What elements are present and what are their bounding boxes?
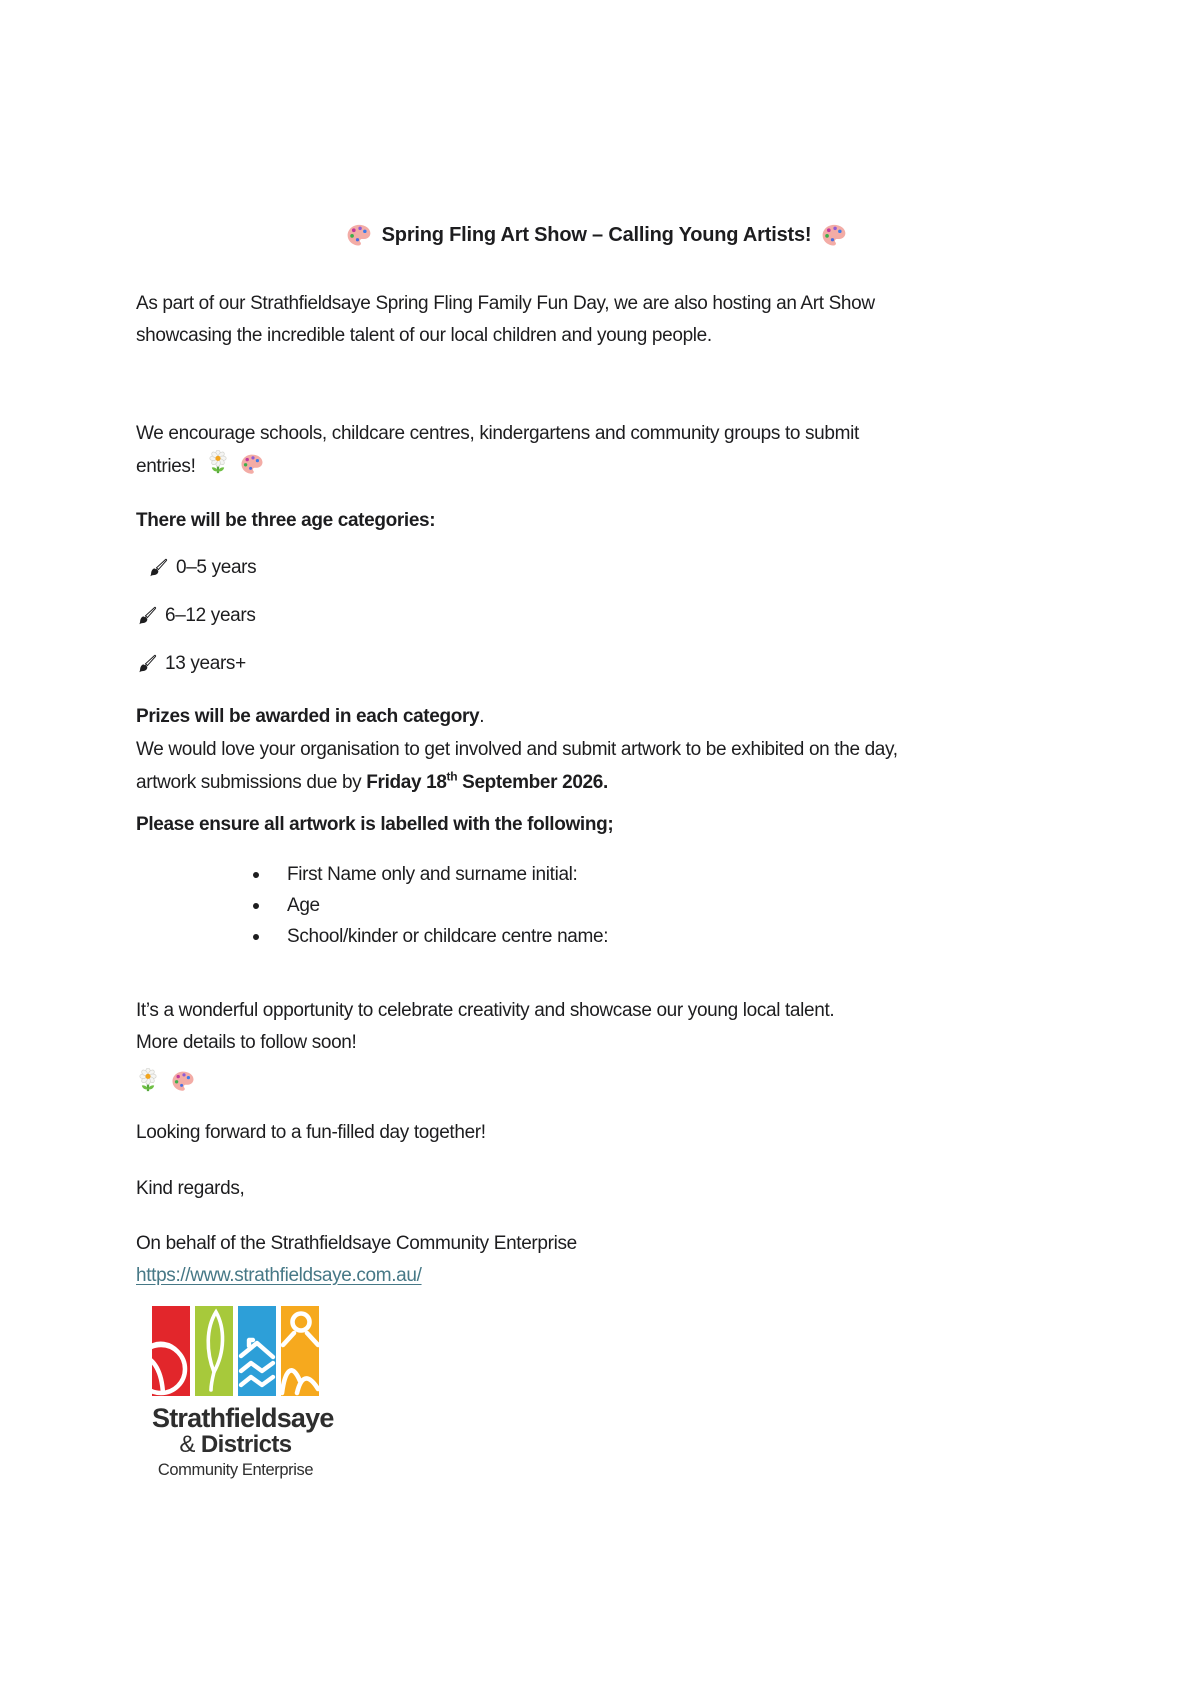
- encourage-entries-text: entries!: [136, 456, 196, 477]
- prizes-line-2: We would love your organisation to get involved and submit artwork to be exhibited on the day,: [136, 739, 898, 760]
- labelling-bullet-list: [136, 859, 1057, 952]
- age-category-label: 6–12 years: [165, 605, 256, 626]
- age-category-item: [136, 604, 1057, 628]
- organisation-logo: [136, 1306, 342, 1480]
- website-line: [136, 1260, 1057, 1292]
- logo-panels: [152, 1306, 342, 1396]
- bullet-item: [136, 890, 1057, 921]
- encourage-icons: [206, 450, 265, 477]
- bullet-label: Age: [287, 895, 320, 916]
- closing-paragraph: [136, 995, 1057, 1059]
- logo-districts: Districts: [200, 1431, 292, 1458]
- prizes-line-3: [136, 766, 1057, 799]
- bullet-label: First Name only and surname initial:: [287, 864, 578, 885]
- due-date-rest: September 2026.: [457, 772, 608, 793]
- age-category-label: 0–5 years: [176, 557, 257, 578]
- looking-forward-paragraph: [136, 1117, 1057, 1149]
- closing-line-1: It’s a wonderful opportunity to celebrate creativity and showcase our young local talent.: [136, 1000, 835, 1021]
- artist-palette-icon: [239, 452, 265, 476]
- logo-name: Strathfieldsaye: [152, 1403, 334, 1433]
- page-title: [136, 0, 1057, 248]
- logo-ampersand: &: [179, 1431, 195, 1458]
- logo-districts-line: [152, 1432, 319, 1458]
- intro-paragraph: [136, 288, 1057, 352]
- due-date: Friday 18: [366, 772, 447, 793]
- prizes-paragraph: [136, 700, 1057, 799]
- behalf-text: On behalf of the Strathfieldsaye Community Enterprise: [136, 1233, 577, 1254]
- due-prefix: artwork submissions due by: [136, 772, 367, 793]
- closing-icons: [136, 1066, 1057, 1096]
- logo-panel-person: [281, 1306, 319, 1396]
- prizes-period: .: [479, 706, 485, 727]
- logo-subtitle: Community Enterprise: [157, 1461, 314, 1479]
- blossom-icon: [136, 1068, 160, 1095]
- paintbrush-icon: [136, 654, 157, 675]
- paintbrush-icon: [136, 606, 157, 627]
- artist-palette-icon: [346, 222, 372, 248]
- signature-paragraph: [136, 1228, 1057, 1292]
- paintbrush-icon: [147, 558, 168, 579]
- encourage-line-1: We encourage schools, childcare centres, kindergartens and community groups to submit: [136, 423, 859, 444]
- age-categories-heading: There will be three age categories:: [136, 510, 436, 531]
- bullet-item: [136, 921, 1057, 952]
- prizes-bold-text: Prizes will be awarded in each category: [136, 706, 480, 727]
- prizes-line-1: [136, 700, 1057, 733]
- age-category-item: [136, 556, 1057, 580]
- bullet-dot: [253, 903, 259, 909]
- artist-palette-icon: [170, 1069, 196, 1093]
- strathfieldsaye-link[interactable]: https://www.strathfieldsaye.com.au/: [136, 1265, 422, 1286]
- closing-line-2: More details to follow soon!: [136, 1032, 357, 1053]
- logo-panel-tennis-ball: [152, 1306, 190, 1396]
- artist-palette-icon: [821, 222, 847, 248]
- page-title-text: Spring Fling Art Show – Calling Young Artists!: [381, 223, 812, 246]
- encourage-paragraph: [136, 418, 1057, 483]
- logo-wordmark: [152, 1403, 334, 1480]
- regards-paragraph: [136, 1173, 1057, 1205]
- bullet-dot: [253, 872, 259, 878]
- intro-line-2: showcasing the incredible talent of our local children and young people.: [136, 325, 712, 346]
- age-category-item: [136, 652, 1057, 676]
- logo-panel-house: [238, 1306, 276, 1396]
- encourage-line-2: [136, 450, 1057, 483]
- regards-text: Kind regards,: [136, 1178, 245, 1199]
- labelling-heading: Please ensure all artwork is labelled with the following;: [136, 814, 614, 835]
- bullet-label: School/kinder or childcare centre name:: [287, 926, 609, 947]
- due-date-ordinal: th: [446, 769, 458, 784]
- age-category-list: [136, 556, 1057, 676]
- age-category-label: 13 years+: [165, 653, 246, 674]
- logo-panel-leaf: [195, 1306, 233, 1396]
- bullet-dot: [253, 934, 259, 940]
- looking-forward-text: Looking forward to a fun-filled day together!: [136, 1122, 486, 1143]
- bullet-item: [136, 859, 1057, 890]
- blossom-icon: [206, 450, 230, 477]
- intro-line-1: As part of our Strathfieldsaye Spring Fling Family Fun Day, we are also hosting an Art Show: [136, 293, 875, 314]
